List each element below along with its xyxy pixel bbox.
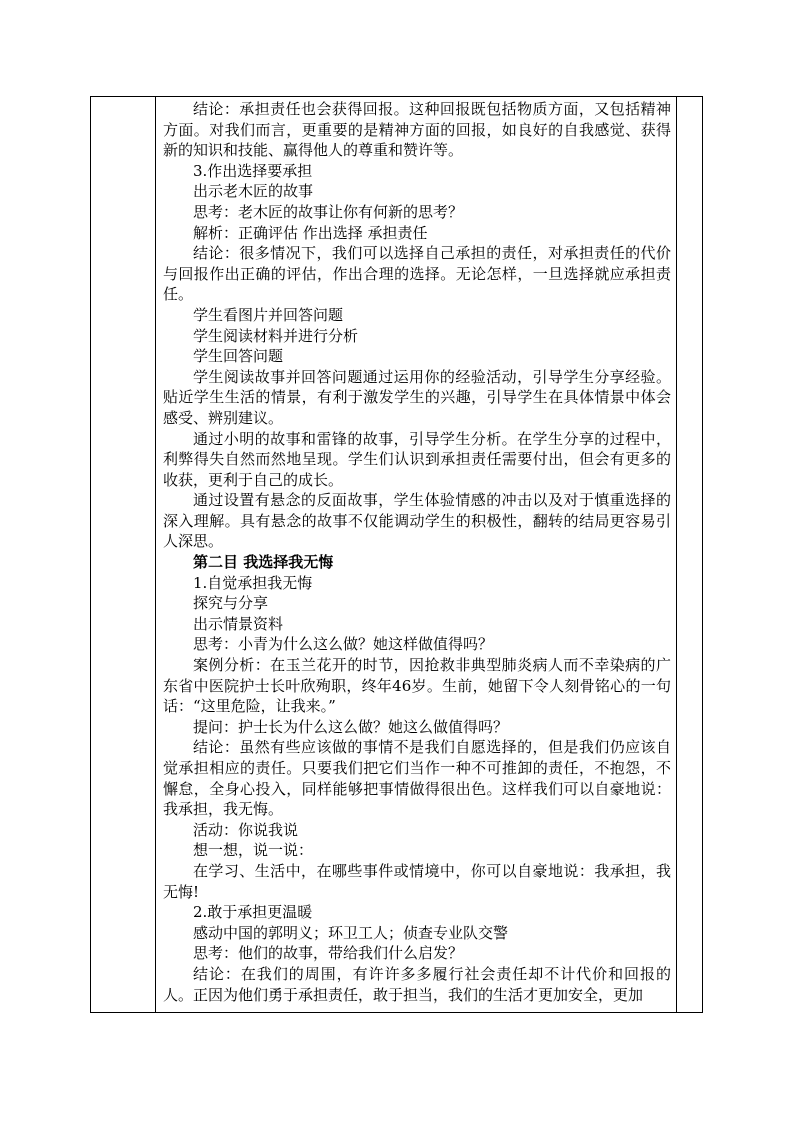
text-line: 想一想，说一说： [193,841,314,860]
text-line: 出示情景资料 [193,614,284,633]
design-intent-paragraph: 通过小明的故事和雷锋的故事，引导学生分析。在学生分享的过程中，利弊得失自然而然地呈现。学生们认识到承担责任需要付出，但会有更多的收获，更利于自己的成长。 [163,429,671,489]
student-activity-line: 学生阅读材料并进行分析 [193,326,359,345]
section-title: 2.敢于承担更温暖 [193,903,313,922]
student-activity-line: 学生看图片并回答问题 [193,305,344,324]
case-analysis-paragraph: 案例分析：在玉兰花开的时节，因抢救非典型肺炎病人而不幸染病的广东省中医院护士长叶欣殉职，终年46岁。生前，她留下令人刻骨铭心的一句话：“这里危险，让我来。” [163,656,671,716]
design-intent-paragraph: 学生阅读故事并回答问题通过运用你的经验活动，引导学生分享经验。贴近学生生活的情景，有利于激发学生的兴趣，引导学生在具体情景中体会感受、辨别建议。 [163,367,671,427]
text-line: 出示老木匠的故事 [193,182,314,201]
activity-line: 活动：你说我说 [193,820,299,839]
table-column-divider [155,96,156,1013]
design-intent-paragraph: 通过设置有悬念的反面故事，学生体验情感的冲击以及对于慎重选择的深入理解。具有悬念的故事不仅能调动学生的积极性，翻转的结局更容易引人深思。 [163,491,671,551]
conclusion-paragraph: 结论：承担责任也会获得回报。这种回报既包括物质方面，又包括精神方面。对我们而言，更重要的是精神方面的回报，如良好的自我感觉、获得新的知识和技能、赢得他人的尊重和赞许等。 [163,100,671,160]
conclusion-paragraph: 结论：虽然有些应该做的事情不是我们自愿选择的，但是我们仍应该自觉承担相应的责任。只要我们把它们当作一种不可推卸的责任，不抱怨，不懈怠，全身心投入，同样能够把事情做得很出色。这样我们可以自豪地说：我承担，我无悔。 [163,738,671,819]
table-column-divider [676,96,677,1013]
lesson-content-cell [163,96,671,1005]
text-line: 感动中国的郭明义；环卫工人；侦查专业队交警 [193,923,509,942]
text-line: 探究与分享 [193,594,269,613]
question-line: 思考：他们的故事，带给我们什么启发？ [193,944,464,963]
conclusion-paragraph: 结论：在我们的周围，有许许多多履行社会责任却不计代价和回报的人。正因为他们勇于承担责任，敢于担当，我们的生活才更加安全，更加 [163,964,671,1004]
student-activity-line: 学生回答问题 [193,347,284,366]
conclusion-paragraph: 结论：很多情况下，我们可以选择自己承担的责任，对承担责任的代价与回报作出正确的评估，作出合理的选择。无论怎样，一旦选择就应承担责任。 [163,244,671,304]
question-line: 思考：小青为什么这么做？她这样做值得吗？ [193,635,494,654]
question-line: 思考：老木匠的故事让你有何新的思考？ [193,202,464,221]
analysis-line: 解析：正确评估 作出选择 承担责任 [193,223,428,242]
section-title: 3.作出选择要承担 [193,161,313,180]
question-line: 提问：护士长为什么这么做？她这么做值得吗？ [193,717,509,736]
prompt-paragraph: 在学习、生活中，在哪些事件或情境中，你可以自豪地说：我承担，我无悔! [163,861,671,901]
section-heading: 第二目 我选择我无悔 [193,553,334,572]
section-title: 1.自觉承担我无悔 [193,573,313,592]
